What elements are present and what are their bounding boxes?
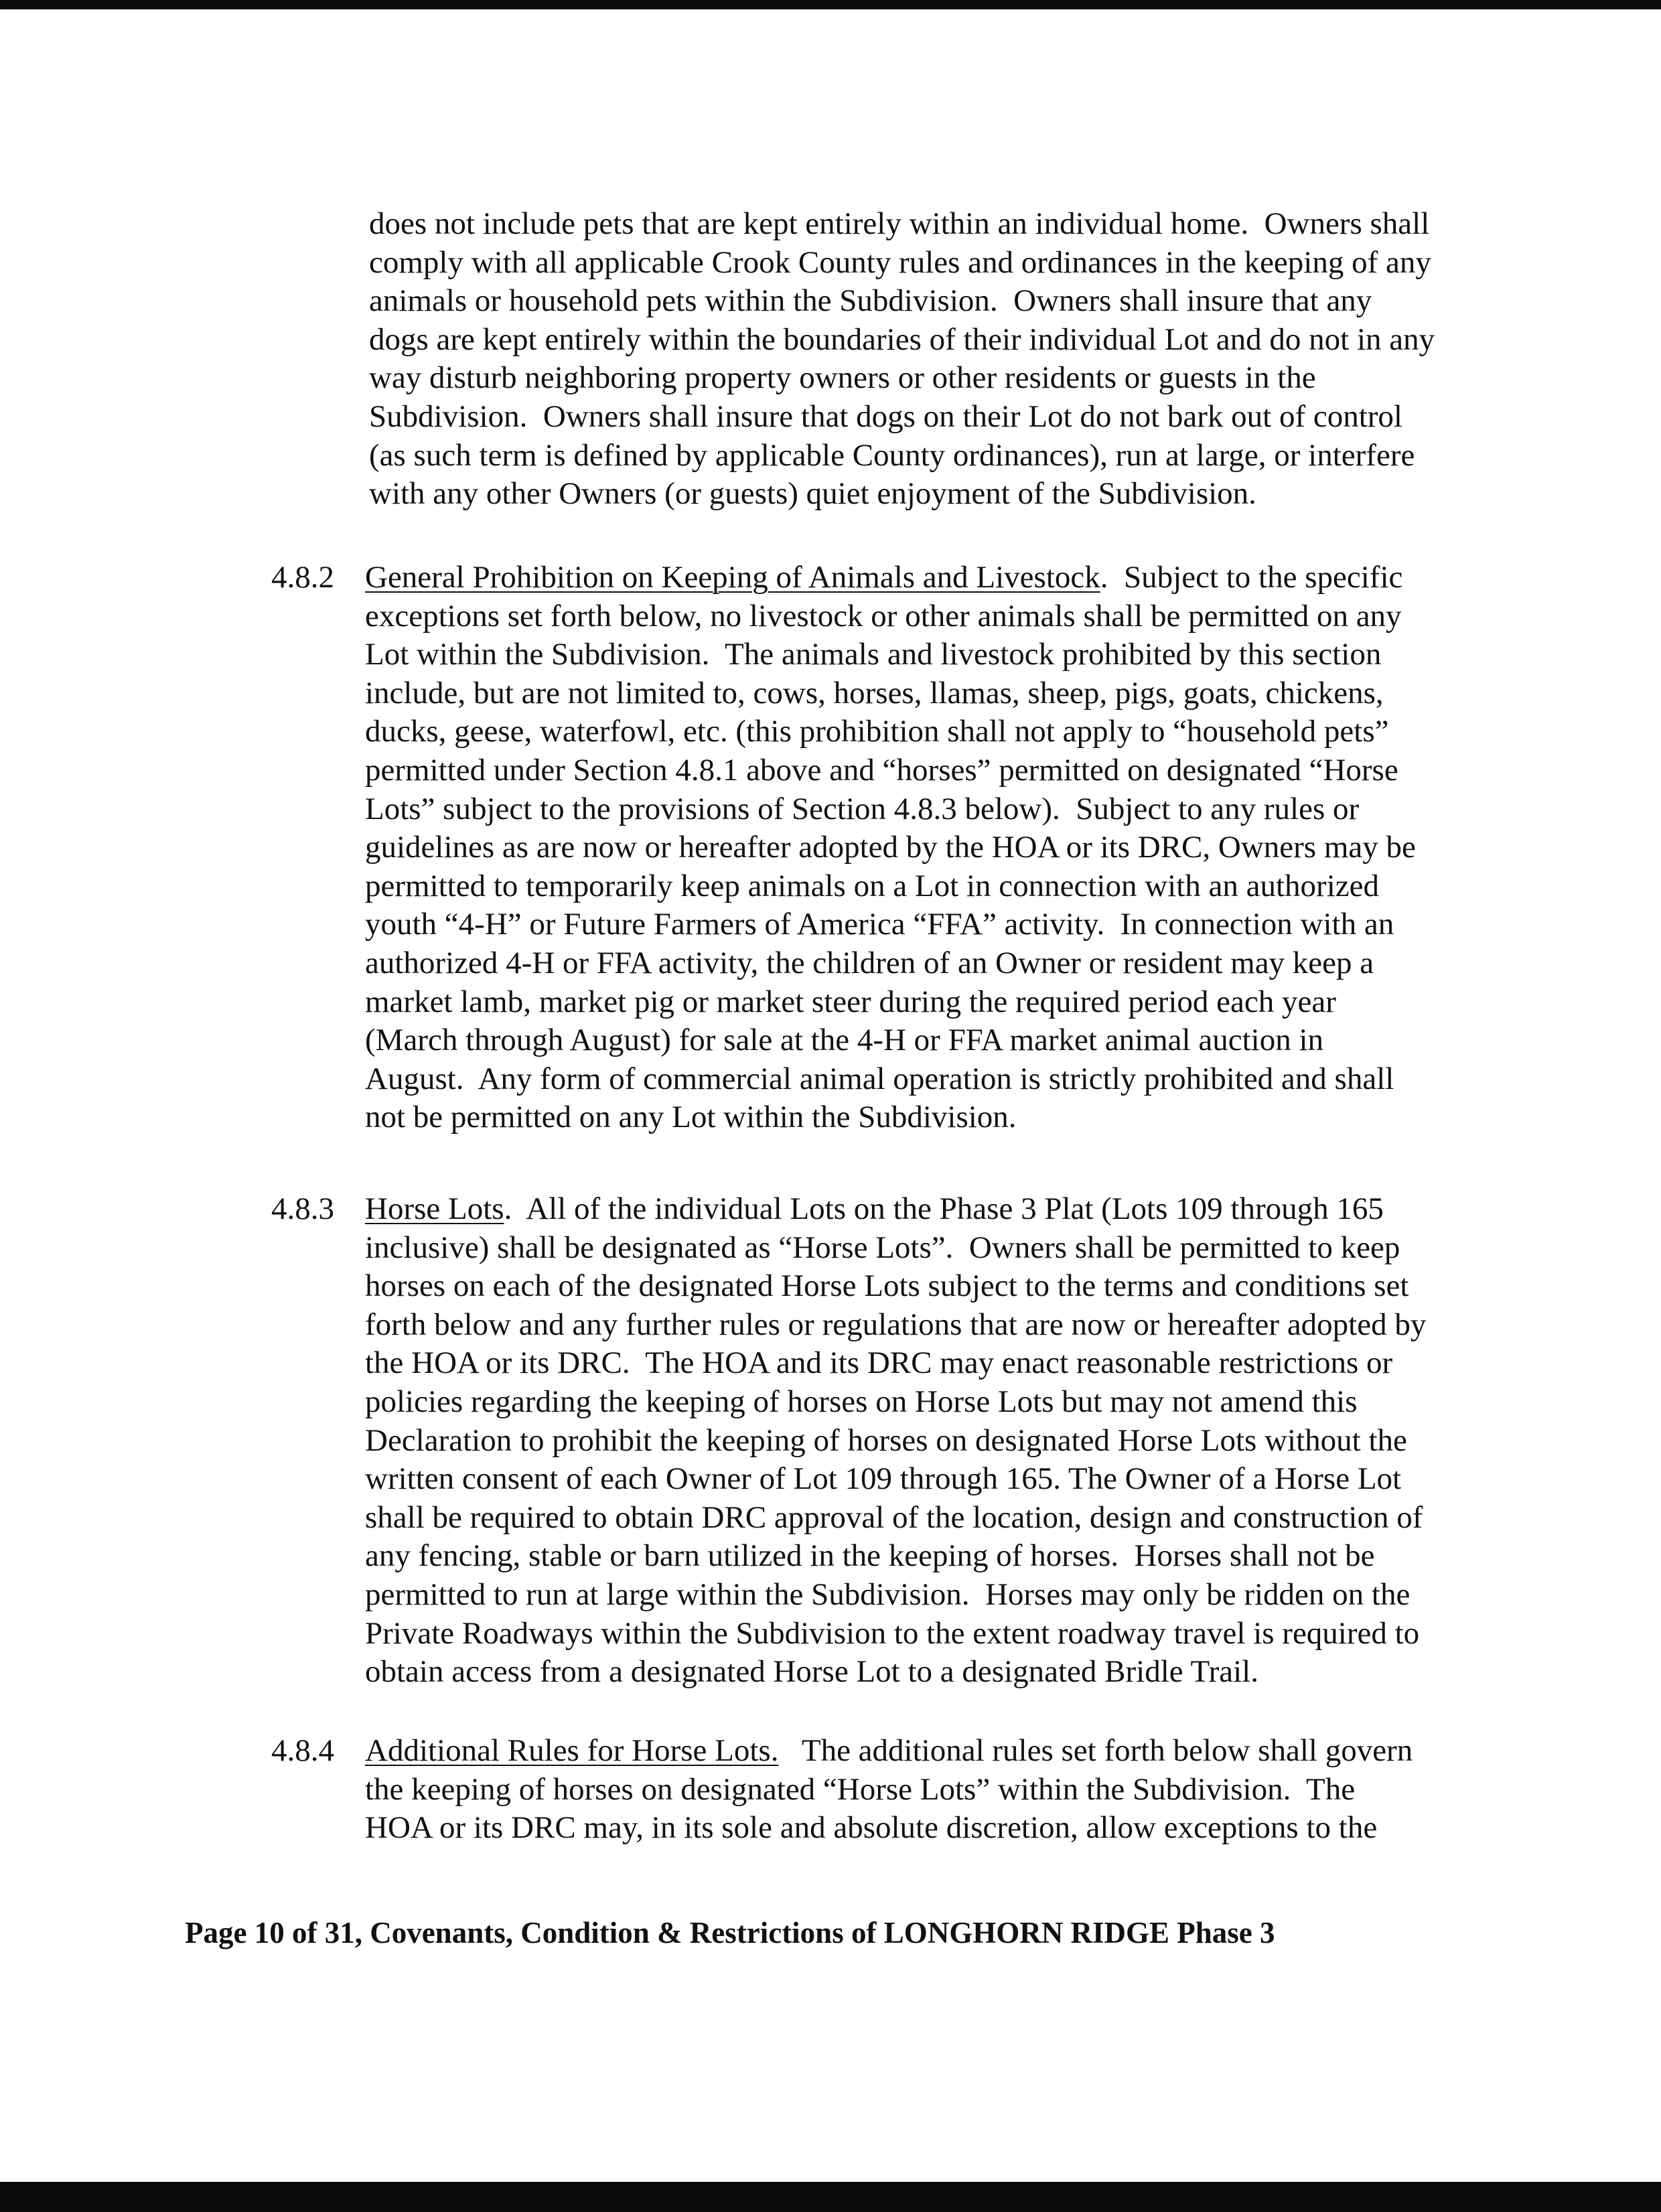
- text-line: [365, 559, 1416, 597]
- heading-line-rest: . All of the individual Lots on the Phase 3 Plat (Lots 109 through 165: [504, 1191, 1384, 1226]
- text-line: policies regarding the keeping of horses on Horse Lots but may not amend this: [365, 1384, 1358, 1419]
- text-line: guidelines as are now or hereafter adopted by the HOA or its DRC, Owners may be: [365, 830, 1416, 865]
- text-line: ducks, geese, waterfowl, etc. (this prohibition shall not apply to “household pets”: [365, 714, 1389, 749]
- text-line: Subdivision. Owners shall insure that dogs on their Lot do not bark out of control: [369, 398, 1402, 434]
- text-line: way disturb neighboring property owners or other residents or guests in the: [369, 360, 1316, 396]
- text-line: (as such term is defined by applicable County ordinances), run at large, or interfere: [369, 437, 1415, 473]
- section-number: 4.8.2: [271, 560, 334, 595]
- text-line: Private Roadways within the Subdivision to the extent roadway travel is required to: [365, 1615, 1420, 1651]
- text-line: exceptions set forth below, no livestock or other animals shall be permitted on any: [365, 598, 1402, 634]
- text-line: [365, 1732, 1413, 1771]
- text-line: written consent of each Owner of Lot 109 through 165. The Owner of a Horse Lot: [365, 1461, 1402, 1497]
- section-body: [365, 559, 1416, 1137]
- text-line: authorized 4-H or FFA activity, the children of an Owner or resident may keep a: [365, 945, 1374, 980]
- text-line: Lots” subject to the provisions of Section 4.8.3 below). Subject to any rules or: [365, 791, 1360, 826]
- text-line: obtain access from a designated Horse Lot to a designated Bridle Trail.: [365, 1654, 1258, 1690]
- section-body: [365, 1732, 1413, 1848]
- text-line: [365, 1190, 1426, 1229]
- section-heading: General Prohibition on Keeping of Animals and Livestock: [365, 560, 1100, 595]
- text-line: permitted to temporarily keep animals on a Lot in connection with an authorized: [365, 868, 1379, 903]
- page-footer: Page 10 of 31, Covenants, Condition & Restrictions of LONGHORN RIDGE Phase 3: [185, 1916, 1275, 1949]
- text-line: animals or household pets within the Subdivision. Owners shall insure that any: [369, 283, 1372, 319]
- text-line: permitted to run at large within the Subdivision. Horses may only be ridden on the: [365, 1576, 1411, 1612]
- text-line: market lamb, market pig or market steer during the required period each year: [365, 984, 1336, 1019]
- text-line: inclusive) shall be designated as “Horse Lots”. Owners shall be permitted to keep: [365, 1230, 1400, 1265]
- text-line: Declaration to prohibit the keeping of horses on designated Horse Lots without the: [365, 1422, 1407, 1458]
- text-line: permitted under Section 4.8.1 above and “horses” permitted on designated “Horse: [365, 752, 1398, 788]
- text-line: not be permitted on any Lot within the Subdivision.: [365, 1100, 1017, 1135]
- heading-line-rest: The additional rules set forth below shall govern: [778, 1733, 1413, 1768]
- continuation-paragraph: [369, 205, 1435, 514]
- heading-line-rest: . Subject to the specific: [1100, 560, 1403, 595]
- text-line: with any other Owners (or guests) quiet enjoyment of the Subdivision.: [369, 476, 1256, 512]
- text-line: the HOA or its DRC. The HOA and its DRC may enact reasonable restrictions or: [365, 1345, 1393, 1381]
- text-line: any fencing, stable or barn utilized in the keeping of horses. Horses shall not be: [365, 1538, 1375, 1574]
- text-line: (March through August) for sale at the 4-H or FFA market animal auction in: [365, 1023, 1323, 1058]
- text-line: shall be required to obtain DRC approval of the location, design and construction of: [365, 1499, 1423, 1535]
- text-line: dogs are kept entirely within the boundaries of their individual Lot and do not in any: [369, 321, 1435, 357]
- text-line: the keeping of horses on designated “Horse Lots” within the Subdivision. The: [365, 1771, 1356, 1807]
- text-line: youth “4-H” or Future Farmers of America “FFA” activity. In connection with an: [365, 907, 1394, 942]
- section-number: 4.8.3: [271, 1191, 334, 1226]
- text-line: HOA or its DRC may, in its sole and absolute discretion, allow exceptions to the: [365, 1810, 1378, 1846]
- section-body: [365, 1190, 1426, 1692]
- text-line: include, but are not limited to, cows, horses, llamas, sheep, pigs, goats, chickens,: [365, 675, 1384, 711]
- text-line: does not include pets that are kept entirely within an individual home. Owners shall: [369, 206, 1430, 241]
- text-line: forth below and any further rules or regulations that are now or hereafter adopted by: [365, 1307, 1427, 1342]
- scan-border-bottom: [0, 2182, 1661, 2212]
- section-number: 4.8.4: [271, 1733, 334, 1768]
- text-line: Lot within the Subdivision. The animals and livestock prohibited by this section: [365, 637, 1382, 672]
- section-heading: Additional Rules for Horse Lots.: [365, 1733, 779, 1768]
- text-line: August. Any form of commercial animal operation is strictly prohibited and shall: [365, 1061, 1394, 1096]
- text-line: comply with all applicable Crook County rules and ordinances in the keeping of any: [369, 244, 1431, 280]
- text-line: horses on each of the designated Horse Lots subject to the terms and conditions set: [365, 1268, 1409, 1304]
- scan-border-top: [0, 0, 1661, 9]
- section-heading: Horse Lots: [365, 1191, 504, 1226]
